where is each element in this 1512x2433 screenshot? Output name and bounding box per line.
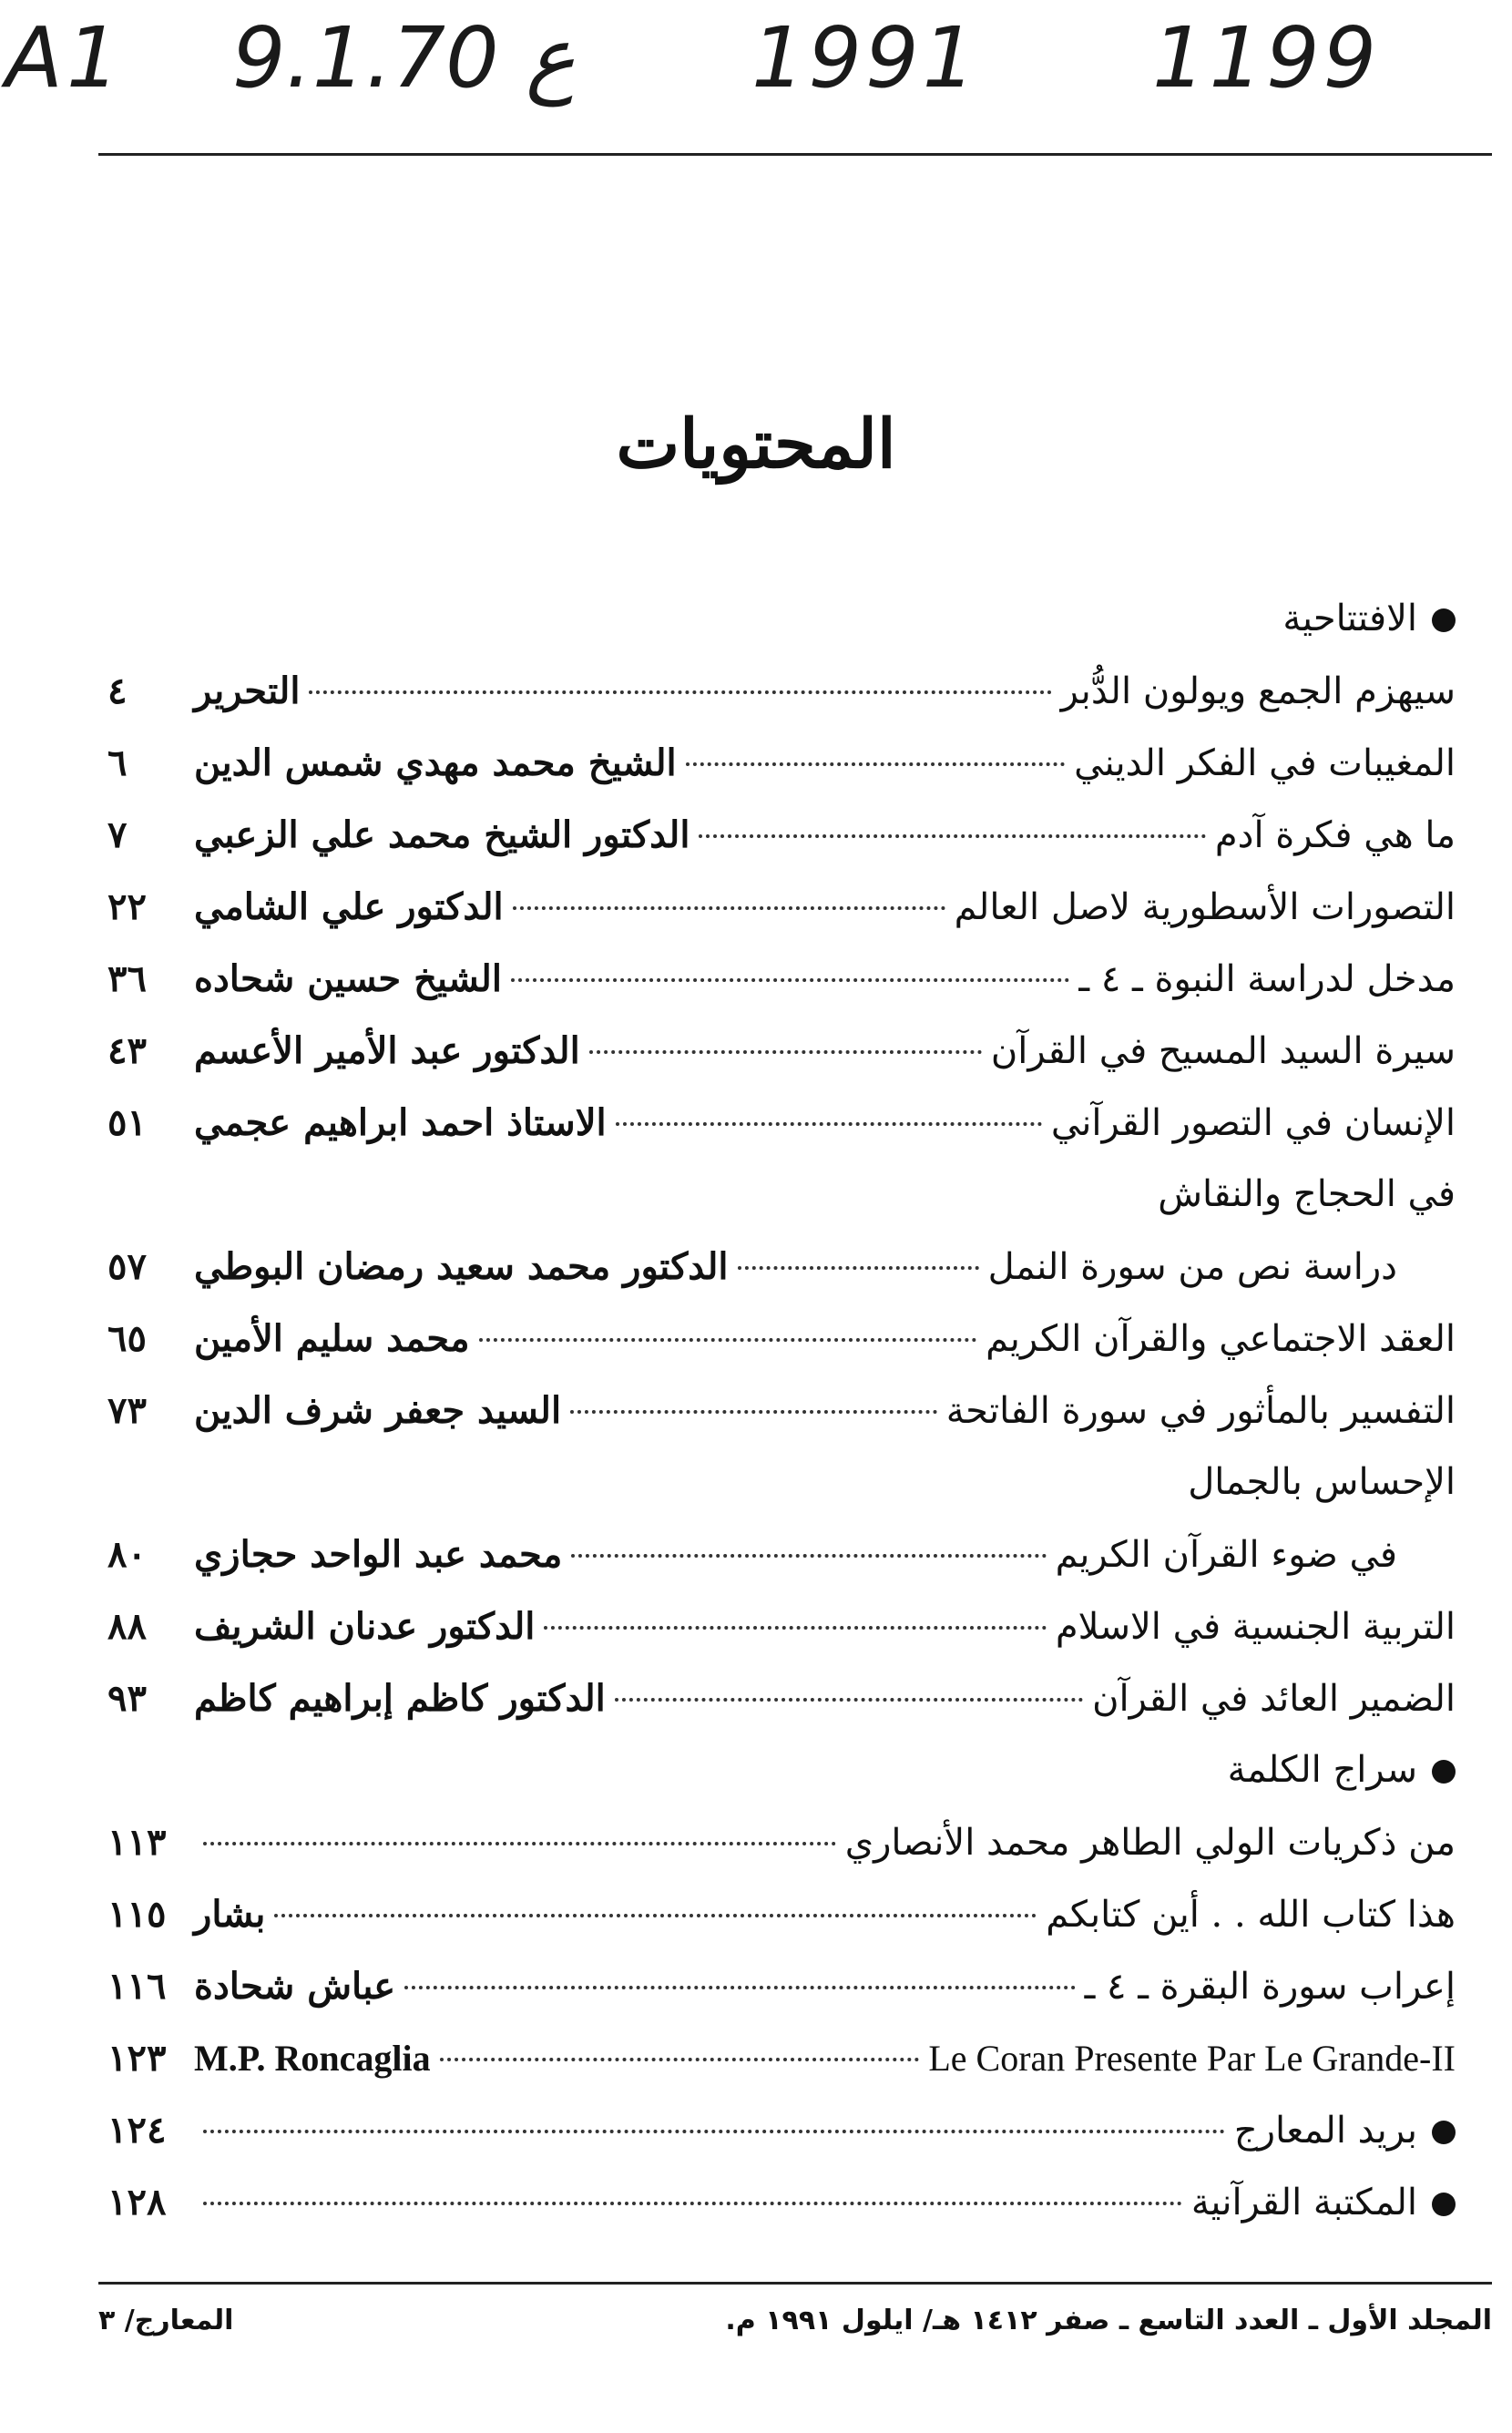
toc-entry (107, 943, 1456, 1015)
entry-author: الدكتور علي الشامي (194, 885, 504, 928)
page-number: ٢٢ (107, 885, 147, 928)
entry-title: العقد الاجتماعي والقرآن الكريم (986, 1318, 1456, 1360)
entry-title: Le Coran Presente Par Le Grande-II (928, 2038, 1456, 2079)
dot-leader (686, 762, 1066, 766)
entry-author: محمد سليم الأمين (194, 1317, 470, 1360)
toc-entry (107, 1231, 1456, 1303)
section-heading (107, 1447, 1456, 1518)
toc-entry (107, 727, 1456, 799)
page-number: ٥٧ (107, 1245, 147, 1288)
bullet-icon (1432, 2193, 1456, 2216)
section-title: في الحجاج والنقاش (1158, 1173, 1456, 1215)
dot-leader (699, 834, 1205, 838)
dot-leader (570, 1410, 937, 1414)
dot-leader (309, 690, 1051, 694)
bottom-rule (98, 2282, 1492, 2285)
footer-page-label: المعارج/ ٣ (98, 2305, 234, 2336)
dot-leader (274, 1914, 1037, 1917)
bullet-icon (1432, 2121, 1456, 2144)
page-number: ١٢٤ (107, 2109, 167, 2152)
handwritten-code: A1 (5, 9, 124, 107)
toc-entry (107, 1518, 1456, 1590)
page-number: ٧ (107, 813, 128, 856)
footer (98, 2305, 1492, 2336)
entry-title: التصورات الأسطورية لاصل العالم (954, 886, 1456, 928)
entry-author: الدكتور كاظم إبراهيم كاظم (194, 1677, 606, 1720)
entry-author: محمد عبد الواحد حجازي (194, 1533, 563, 1576)
page-number: ١١٦ (107, 1965, 167, 2008)
entry-author: الشيخ حسين شحاده (194, 957, 502, 1000)
handwritten-number: 1199 (1152, 9, 1381, 107)
section-heading (107, 1734, 1456, 1806)
toc-entry (107, 1375, 1456, 1447)
entry-title: المغيبات في الفكر الديني (1074, 742, 1456, 784)
handwritten-annotation (0, 9, 1512, 128)
dot-leader (404, 1986, 1075, 1989)
top-rule (98, 153, 1492, 156)
toc-entry (107, 1590, 1456, 1662)
entry-title: ما هي فكرة آدم (1214, 814, 1456, 856)
page-title: المحتويات (616, 405, 896, 484)
dot-leader (738, 1266, 979, 1270)
section-heading (107, 2094, 1456, 2166)
entry-author: عباش شحادة (194, 1965, 396, 2008)
entry-title: إعراب سورة البقرة ـ ٤ ـ (1084, 1966, 1456, 2008)
dot-leader (203, 1842, 836, 1845)
bullet-icon (1432, 608, 1456, 632)
toc-entry (107, 799, 1456, 871)
section-title: الإحساس بالجمال (1188, 1461, 1456, 1503)
toc-entry (107, 1950, 1456, 2022)
entry-author: الدكتور محمد سعيد رمضان البوطي (194, 1245, 729, 1288)
dot-leader (203, 2130, 1225, 2133)
entry-author: الاستاذ احمد ابراهيم عجمي (194, 1101, 607, 1144)
entry-title: في ضوء القرآن الكريم (1055, 1534, 1397, 1576)
page-number: ١١٥ (107, 1893, 167, 1936)
entry-title: التربية الجنسية في الاسلام (1055, 1606, 1456, 1648)
page-number: ٤ (107, 670, 128, 712)
entry-title: مدخل لدراسة النبوة ـ ٤ ـ (1078, 958, 1456, 1000)
page-number: ٨٨ (107, 1605, 147, 1648)
section-title: الافتتاحية (1282, 598, 1417, 639)
entry-author: الشيخ محمد مهدي شمس الدين (194, 741, 677, 784)
section-title: بريد المعارج (1233, 2110, 1417, 2152)
entry-title: الإنسان في التصور القرآني (1050, 1102, 1456, 1144)
entry-title: من ذكريات الولي الطاهر محمد الأنصاري (844, 1822, 1456, 1864)
entry-author: الدكتور الشيخ محمد علي الزعبي (194, 813, 690, 856)
toc-entry (107, 871, 1456, 943)
page-number: ٨٠ (107, 1533, 147, 1576)
dot-leader (544, 1626, 1046, 1630)
dot-leader (616, 1122, 1042, 1126)
toc-entry (107, 1303, 1456, 1375)
section-title: سراج الكلمة (1227, 1749, 1417, 1791)
dot-leader (513, 906, 945, 910)
page-number: ٧٣ (107, 1389, 147, 1432)
handwritten-date: 9.ع 1.70 (232, 9, 576, 107)
page-number: ١٢٨ (107, 2181, 167, 2223)
bullet-icon (1432, 1760, 1456, 1784)
section-heading (107, 2166, 1456, 2238)
toc-entry (107, 655, 1456, 727)
entry-author: الدكتور عدنان الشريف (194, 1605, 536, 1648)
dot-leader (615, 1698, 1083, 1702)
section-title: المكتبة القرآنية (1190, 2182, 1417, 2223)
toc-entry (107, 1878, 1456, 1950)
section-heading (107, 1159, 1456, 1231)
entry-title: هذا كتاب الله . . أين كتابكم (1046, 1894, 1456, 1936)
page-number: ١٢٣ (107, 2037, 167, 2080)
entry-title: سيهزم الجمع ويولون الدُّبر (1060, 670, 1456, 712)
entry-author: السيد جعفر شرف الدين (194, 1389, 562, 1432)
table-of-contents (107, 583, 1456, 2238)
page-number: ٥١ (107, 1101, 147, 1144)
dot-leader (479, 1338, 977, 1342)
dot-leader (589, 1050, 982, 1054)
entry-title: دراسة نص من سورة النمل (987, 1246, 1397, 1288)
page-number: ٦ (107, 741, 128, 784)
entry-author: التحرير (194, 670, 301, 712)
toc-entry (107, 1015, 1456, 1087)
handwritten-year: 1991 (751, 9, 980, 107)
footer-issue: المجلد الأول ـ العدد التاسع ـ صفر ١٤١٢ هـ/ ايلول ١٩٩١ م. (725, 2305, 1492, 2336)
page-number: ٩٣ (107, 1677, 147, 1720)
toc-entry (107, 1662, 1456, 1734)
page-number: ٤٣ (107, 1029, 147, 1072)
page-number: ٦٥ (107, 1317, 147, 1360)
entry-title: الضمير العائد في القرآن (1092, 1678, 1456, 1720)
dot-leader (440, 2058, 920, 2061)
entry-author: بشار (194, 1893, 266, 1936)
entry-title: سيرة السيد المسيح في القرآن (990, 1030, 1456, 1072)
section-heading (107, 583, 1456, 655)
entry-author: الدكتور عبد الأمير الأعسم (194, 1029, 580, 1072)
dot-leader (571, 1554, 1046, 1558)
page-number: ٣٦ (107, 957, 147, 1000)
toc-entry (107, 1087, 1456, 1159)
page-number: ١١٣ (107, 1821, 167, 1864)
dot-leader (203, 2202, 1182, 2205)
entry-author: M.P. Roncaglia (194, 2038, 431, 2079)
toc-entry (107, 1806, 1456, 1878)
dot-leader (511, 978, 1069, 982)
entry-title: التفسير بالمأثور في سورة الفاتحة (945, 1390, 1456, 1432)
toc-entry (107, 2022, 1456, 2094)
